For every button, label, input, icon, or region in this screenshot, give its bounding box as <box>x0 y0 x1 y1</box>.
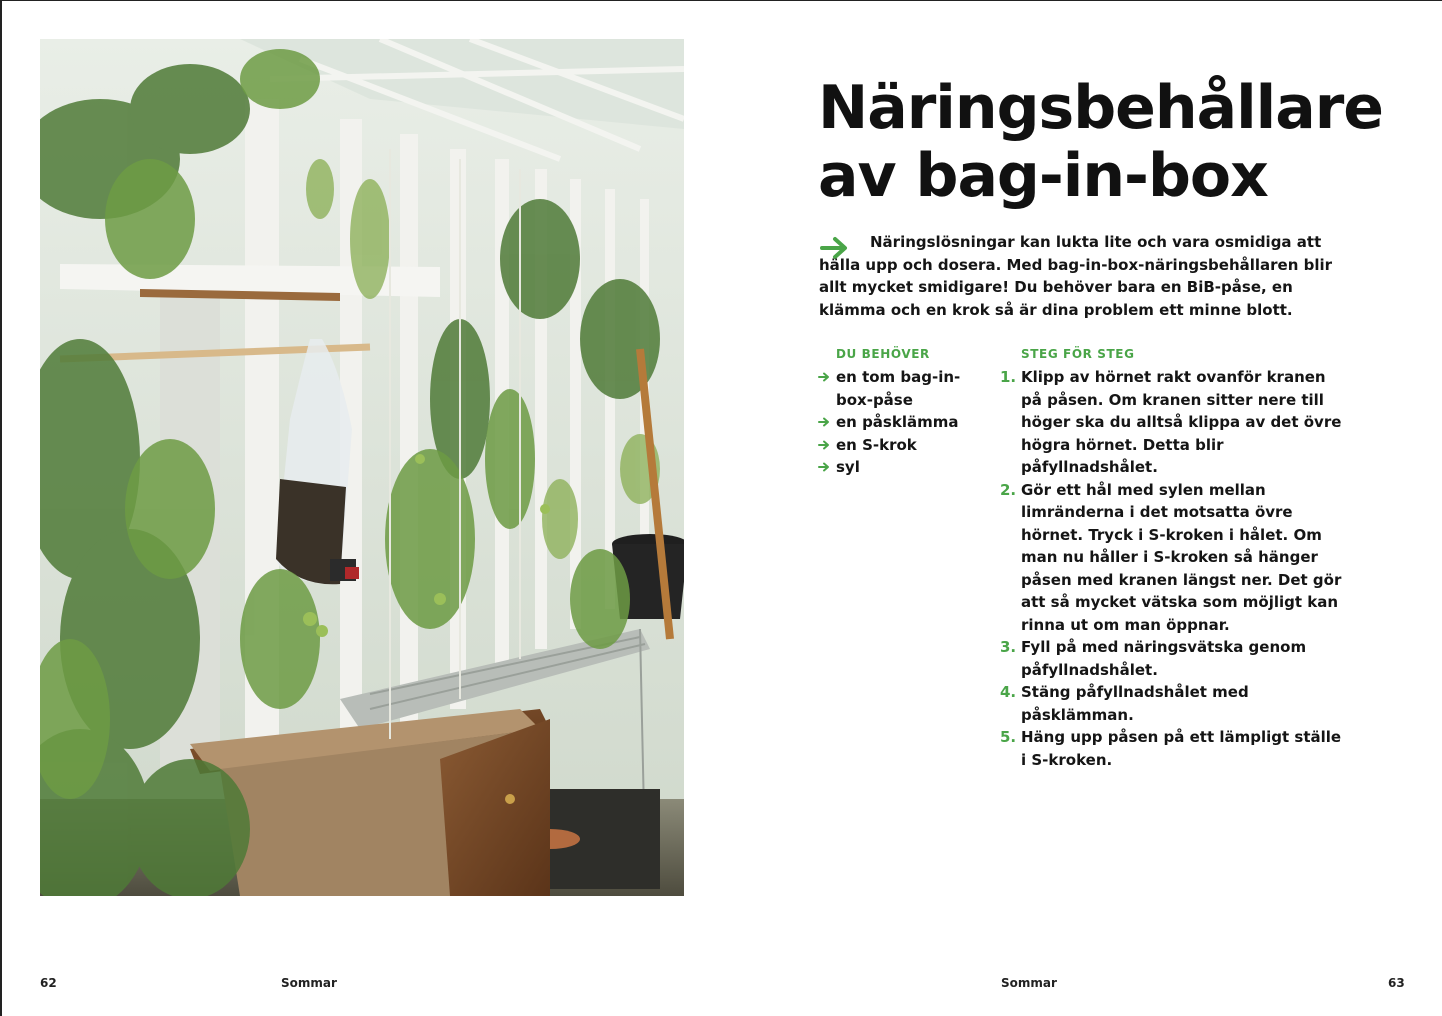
step-item <box>998 479 1348 637</box>
needs-item <box>818 434 978 457</box>
step-text: Klipp av hörnet rakt ovanför kranen på påsen. Om kranen sitter nere till höger ska du alltså klippa av det övre högra hörnet. Detta blir påfyllnadshålet. <box>1021 368 1342 476</box>
title-line-2: av bag-in-box <box>818 141 1268 211</box>
greenhouse-photo <box>40 39 684 896</box>
step-number: 2. <box>1000 480 1017 499</box>
title-line-1: Näringsbehållare <box>818 73 1383 143</box>
top-border <box>0 0 1442 1</box>
step-text: Häng upp påsen på ett lämpligt ställe i S-kroken. <box>1021 728 1342 769</box>
step-item <box>998 636 1348 681</box>
needs-label: DU BEHÖVER <box>836 347 930 361</box>
needs-item-text: en påsklämma <box>836 413 959 431</box>
running-header-left: Sommar <box>281 976 337 990</box>
step-text: Fyll på med näringsvätska genom påfyllnadshålet. <box>1021 638 1307 679</box>
step-number: 3. <box>1000 638 1017 656</box>
needs-item-text: en tom bag-in-box-påse <box>836 368 961 409</box>
needs-item <box>818 456 978 479</box>
small-arrow-right-icon <box>818 462 830 472</box>
step-item <box>998 681 1348 726</box>
step-item <box>998 726 1348 771</box>
step-number: 4. <box>1000 683 1017 701</box>
needs-list <box>818 366 978 479</box>
needs-item-text: syl <box>836 458 860 476</box>
page-title <box>818 74 1418 210</box>
small-arrow-right-icon <box>818 440 830 450</box>
needs-item-text: en S-krok <box>836 435 917 454</box>
small-arrow-right-icon <box>818 372 830 382</box>
intro-text: Näringslösningar kan lukta lite och vara osmidiga att hälla upp och dosera. Med bag-in-box-näringsbehållaren blir allt mycket smidigare! Du behöver bara en BiB-påse, en klämma och en krok så är dina problem ett minne blott. <box>819 233 1333 319</box>
steps-list <box>998 366 1348 771</box>
page-number-right: 63 <box>1388 976 1405 990</box>
left-border <box>0 0 2 1016</box>
small-arrow-right-icon <box>818 417 830 427</box>
needs-item <box>818 366 978 411</box>
step-item <box>998 366 1348 479</box>
steps-label: STEG FÖR STEG <box>1021 347 1135 361</box>
step-number: 5. <box>1000 728 1017 746</box>
page-number-left: 62 <box>40 976 57 990</box>
running-header-right: Sommar <box>1001 976 1057 990</box>
step-text: Gör ett hål med sylen mellan limränderna i det motsatta övre hörnet. Tryck i S-kroken i hålet. Om man nu håller i S-kroken så hänger påsen med kranen längst ner. Det gör att så mycket vätska som möjligt kan rinna ut om man öppnar. <box>1021 480 1342 634</box>
step-number: 1. <box>1000 368 1017 386</box>
step-text: Stäng påfyllnadshålet med påsklämman. <box>1021 683 1249 724</box>
needs-item <box>818 411 978 434</box>
greenhouse-illustration <box>40 39 684 896</box>
